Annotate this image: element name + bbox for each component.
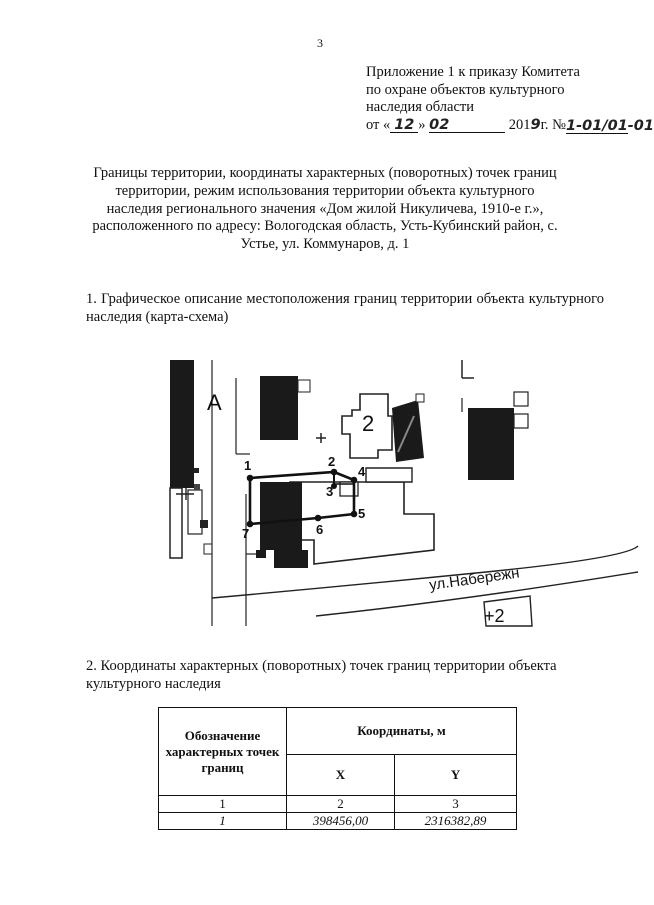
- map-point-label: 6: [316, 522, 324, 537]
- table-row: [159, 813, 517, 830]
- map-point-marker: [331, 469, 338, 476]
- table-header-x: X: [287, 755, 395, 796]
- map-point-label: 2: [328, 454, 336, 469]
- map-point-marker: [351, 477, 358, 484]
- year-prefix: 201: [508, 116, 531, 133]
- map-point-label: 7: [242, 526, 250, 541]
- map-point-marker: [247, 475, 254, 482]
- table-cell-x: 398456,00: [287, 813, 395, 830]
- table-index-cell: 2: [287, 796, 395, 813]
- map-house-number-label: +2: [484, 606, 505, 626]
- section-1-heading: 1. Графическое описание местоположения границ территории объекта культурного наследия (карта-схема): [86, 291, 604, 325]
- table-header-point-designation: Обозначение характерных точек границ: [159, 708, 287, 796]
- table-column-index-row: [159, 796, 517, 813]
- table-cell-point: 1: [159, 813, 287, 830]
- date-day-handwritten: 12: [390, 118, 418, 133]
- appendix-date-line: [366, 116, 654, 135]
- map-point-marker: [315, 515, 322, 522]
- map-point-label: 4: [358, 464, 366, 479]
- map-point-label: 3: [326, 484, 334, 499]
- order-number-handwritten: 1-01/01-01: [566, 118, 654, 134]
- appendix-line-2: по охране объектов культурного: [366, 81, 565, 98]
- section-2-heading: 2. Координаты характерных (поворотных) точек границ территории объекта культурного наследия: [86, 658, 557, 692]
- table-index-cell: 1: [159, 796, 287, 813]
- map-building-left-dark: [170, 360, 194, 488]
- map-street-label: ул.Набережн: [428, 564, 521, 594]
- date-mid: »: [418, 116, 426, 133]
- appendix-header: [366, 64, 654, 134]
- appendix-line-3: наследия области: [366, 99, 475, 115]
- table-index-cell: 3: [395, 796, 517, 813]
- appendix-line-1: Приложение 1 к приказу Комитета: [366, 64, 580, 80]
- coordinates-table: [158, 707, 517, 830]
- map-point-label: 1: [244, 458, 252, 473]
- map-building-number: 2: [362, 411, 375, 436]
- document-title: Границы территории, координаты характерных (поворотных) точек границ территории, режим использования территории объекта культурного наследия регионального значения «Дом жилой Никуличева, 1910-е г.», расположенного по адресу: Вологодская область, Усть-Кубинский район, с. Устье, ул. Коммунаров, д. 1: [92, 165, 558, 253]
- table-header-coordinates: Координаты, м: [287, 708, 517, 755]
- year-suffix: г. №: [540, 116, 567, 133]
- page-number: 3: [317, 36, 323, 50]
- map-point-marker: [351, 511, 358, 518]
- year-handwritten: 9: [530, 116, 541, 133]
- table-header-y: Y: [395, 755, 517, 796]
- date-prefix: от «: [366, 116, 391, 133]
- map-block-letter: А: [207, 390, 222, 415]
- map-point-label: 5: [358, 506, 366, 521]
- date-month-handwritten: 02: [429, 118, 505, 133]
- table-cell-y: 2316382,89: [395, 813, 517, 830]
- boundary-map: [166, 354, 638, 626]
